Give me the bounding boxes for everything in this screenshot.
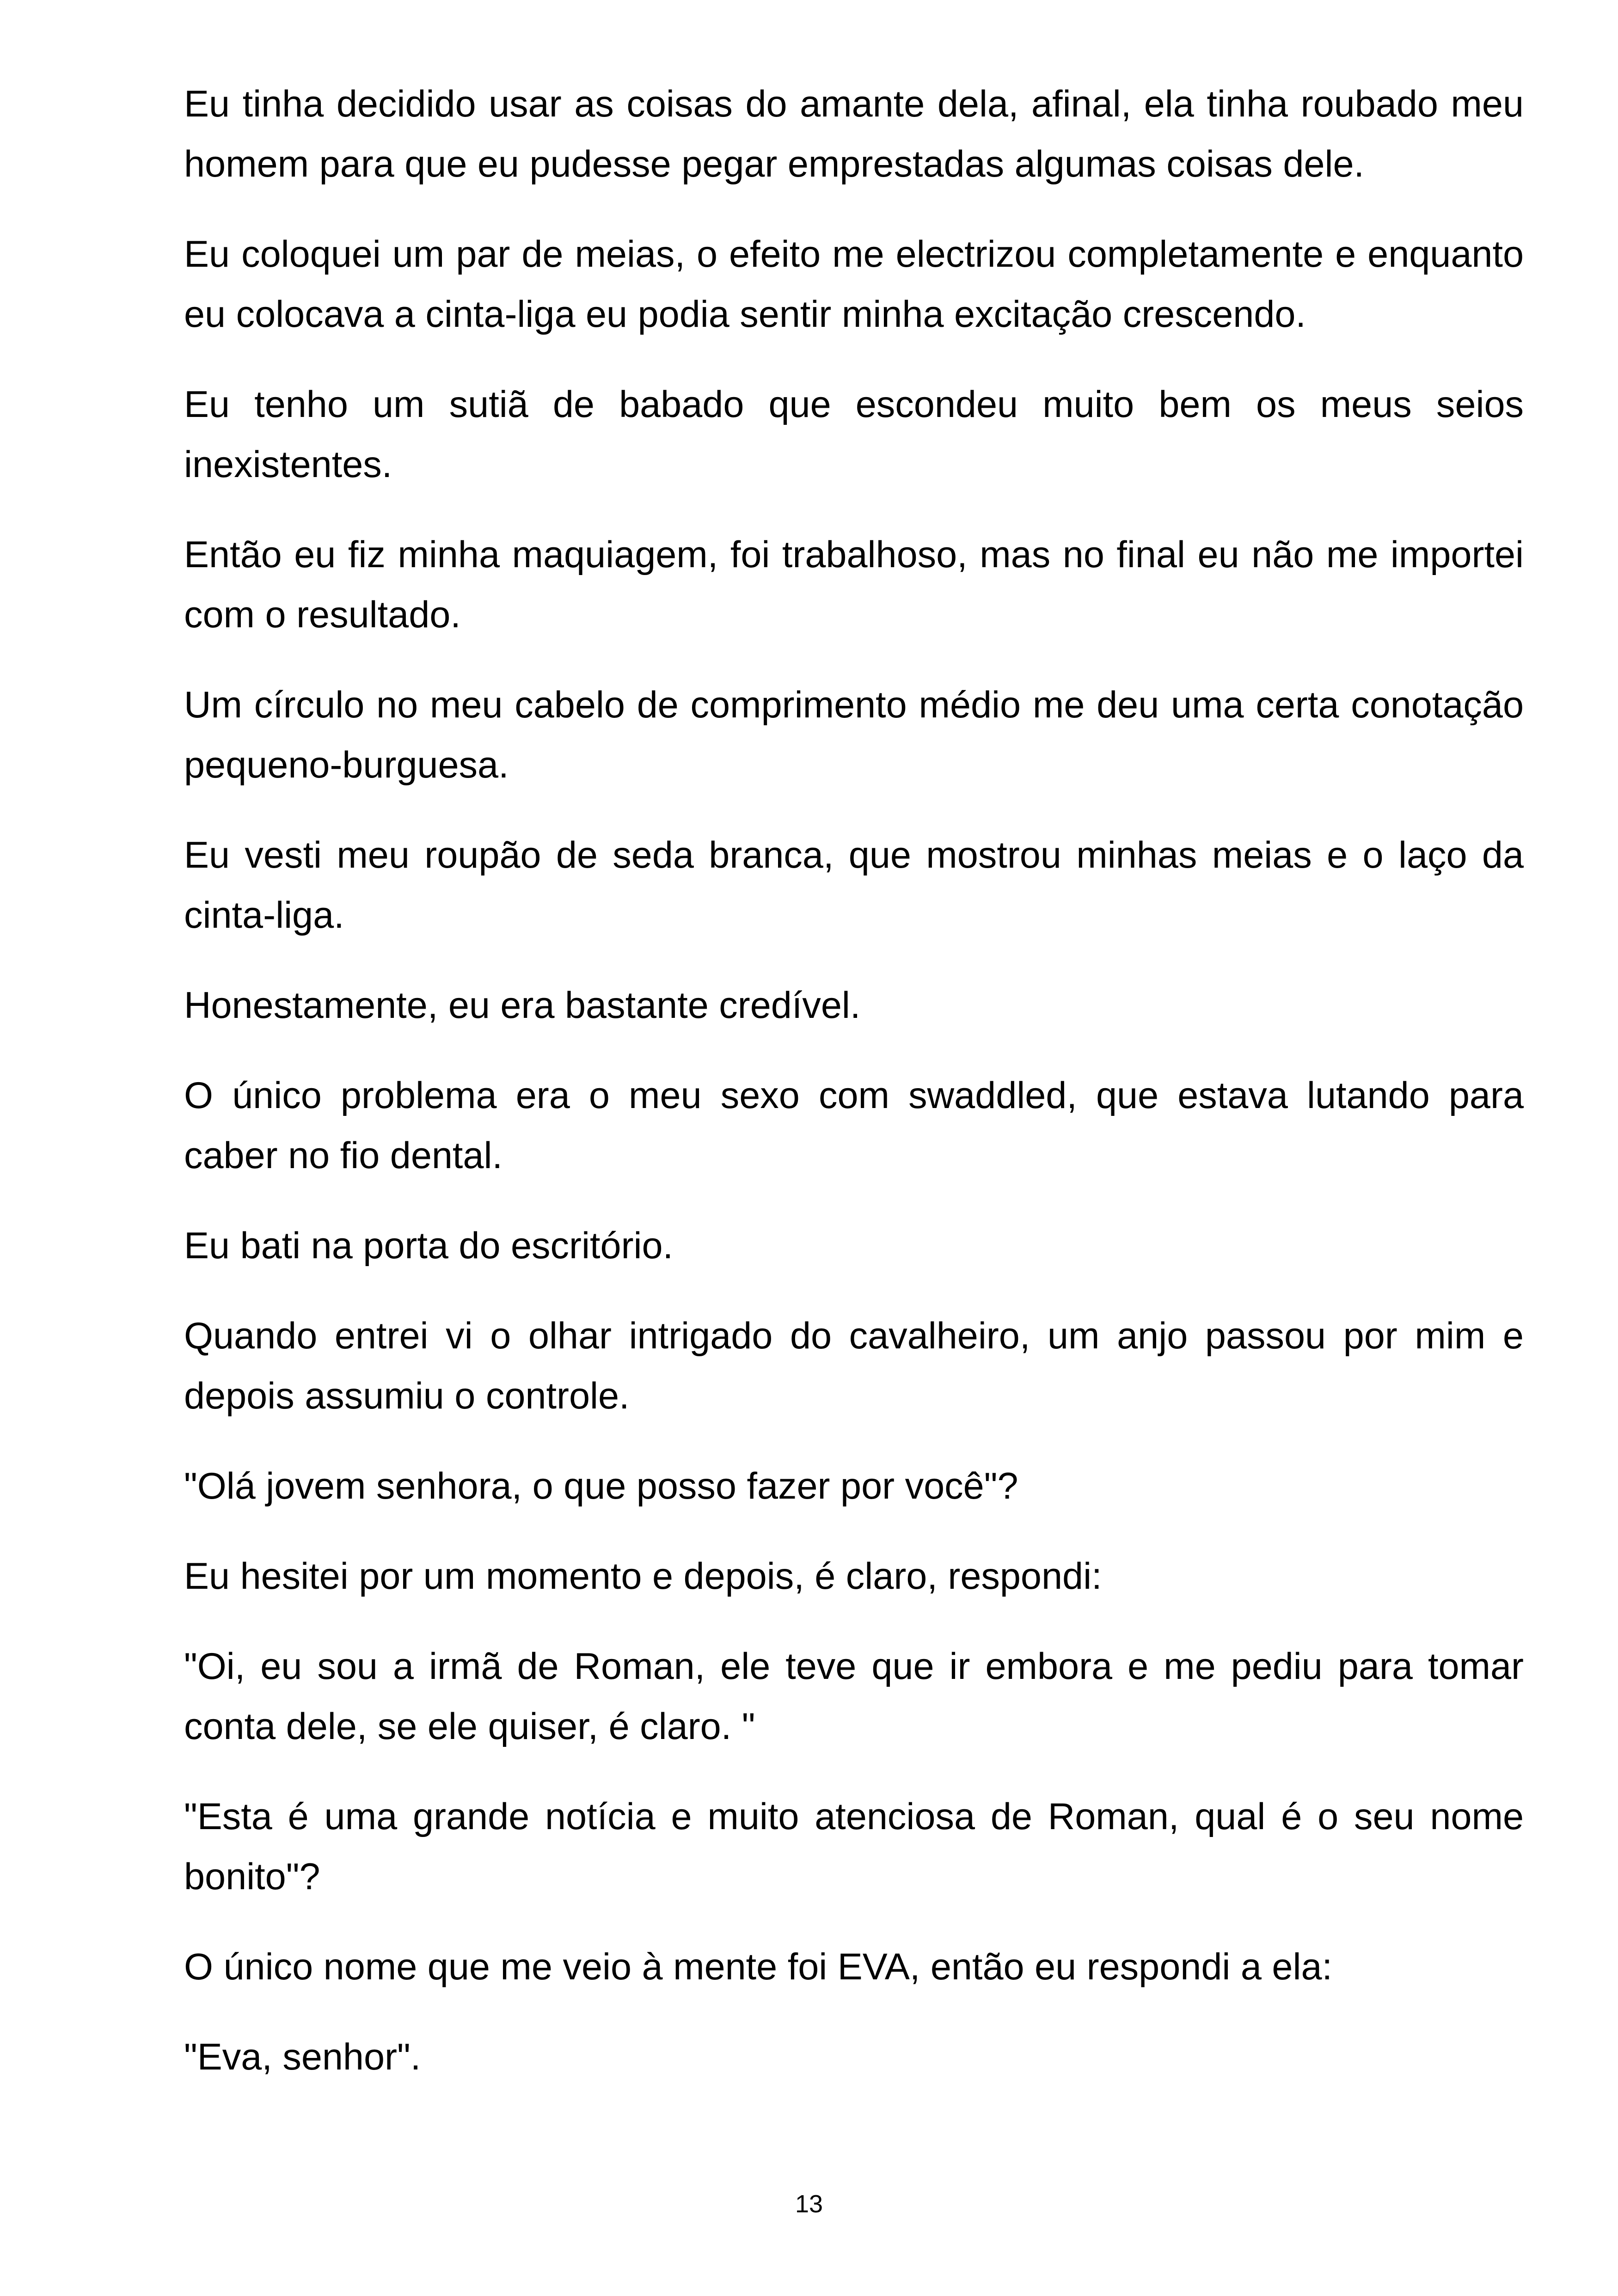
paragraph: "Eva, senhor". — [184, 2036, 421, 2078]
body-text — [184, 74, 1524, 2117]
paragraph: Eu vesti meu roupão de seda branca, que mostrou minhas meias e o laço da cinta-liga. — [184, 834, 1524, 936]
paragraph: Eu coloquei um par de meias, o efeito me electrizou completamente e enquanto eu colocava a cinta-liga eu podia sentir minha excitação crescendo. — [184, 233, 1524, 335]
paragraph: Eu tenho um sutiã de babado que escondeu muito bem os meus seios inexistentes. — [184, 384, 1524, 485]
page-number: 13 — [795, 2190, 823, 2218]
paragraph: Eu bati na porta do escritório. — [184, 1225, 674, 1267]
paragraph: "Oi, eu sou a irmã de Roman, ele teve que ir embora e me pediu para tomar conta dele, se ele quiser, é claro. " — [184, 1646, 1524, 1747]
paragraph: Honestamente, eu era bastante credível. — [184, 985, 861, 1026]
paragraph: Um círculo no meu cabelo de comprimento médio me deu uma certa conotação pequeno-burguesa. — [184, 684, 1524, 786]
paragraph: Eu hesitei por um momento e depois, é claro, respondi: — [184, 1555, 1102, 1597]
paragraph: O único problema era o meu sexo com swaddled, que estava lutando para caber no fio dental. — [184, 1075, 1524, 1176]
paragraph: O único nome que me veio à mente foi EVA, então eu respondi a ela: — [184, 1946, 1333, 1988]
paragraph: "Olá jovem senhora, o que posso fazer por você"? — [184, 1465, 1018, 1507]
paragraph: Quando entrei vi o olhar intrigado do cavalheiro, um anjo passou por mim e depois assumiu o controle. — [184, 1315, 1524, 1417]
paragraph: Então eu fiz minha maquiagem, foi trabalhoso, mas no final eu não me importei com o resultado. — [184, 534, 1524, 636]
paragraph: "Esta é uma grande notícia e muito atenciosa de Roman, qual é o seu nome bonito"? — [184, 1796, 1524, 1898]
paragraph: Eu tinha decidido usar as coisas do amante dela, afinal, ela tinha roubado meu homem para que eu pudesse pegar emprestadas algumas coisas dele. — [184, 83, 1524, 185]
